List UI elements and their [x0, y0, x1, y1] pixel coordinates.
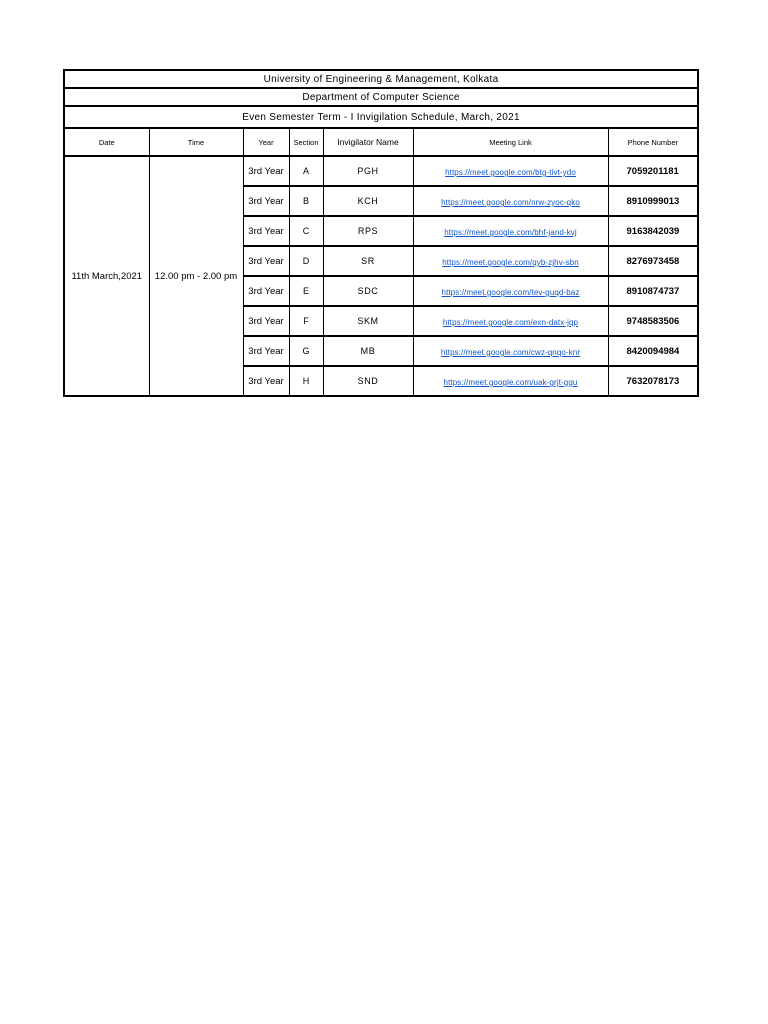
year-cell: 3rd Year — [243, 216, 289, 246]
column-header-section: Section — [289, 128, 323, 156]
year-cell: 3rd Year — [243, 306, 289, 336]
section-cell: D — [289, 246, 323, 276]
schedule-title: Even Semester Term - I Invigilation Schedule, March, 2021 — [64, 106, 698, 128]
column-header-phone: Phone Number — [608, 128, 698, 156]
meeting-link-cell — [413, 246, 608, 276]
meeting-link[interactable]: https://meet.google.com/bhf-jand-kvj — [444, 228, 577, 237]
invigilator-name-cell: PGH — [323, 156, 413, 186]
section-cell: G — [289, 336, 323, 366]
meeting-link-cell — [413, 306, 608, 336]
column-header-row — [64, 128, 698, 156]
meeting-link-cell — [413, 156, 608, 186]
invigilator-name-cell: MB — [323, 336, 413, 366]
year-cell: 3rd Year — [243, 336, 289, 366]
column-header-year: Year — [243, 128, 289, 156]
meeting-link[interactable]: https://meet.google.com/btg-tivt-ydo — [445, 168, 576, 177]
meeting-link[interactable]: https://meet.google.com/cwz-qnqo-knr — [440, 348, 581, 357]
invigilator-name-cell: SND — [323, 366, 413, 396]
table-row — [64, 156, 698, 186]
year-cell: 3rd Year — [243, 276, 289, 306]
phone-number-cell: 8910999013 — [608, 186, 698, 216]
year-cell: 3rd Year — [243, 186, 289, 216]
section-cell: B — [289, 186, 323, 216]
invigilator-name-cell: SR — [323, 246, 413, 276]
invigilator-name-cell: SKM — [323, 306, 413, 336]
column-header-time: Time — [149, 128, 243, 156]
meeting-link[interactable]: https://meet.google.com/exn-datx-jqp — [442, 318, 579, 327]
meeting-link[interactable]: https://meet.google.com/tev-guqd-baz — [441, 288, 580, 297]
phone-number-cell: 8420094984 — [608, 336, 698, 366]
department-title-row — [64, 88, 698, 106]
column-header-invigilator: Invigilator Name — [323, 128, 413, 156]
invigilation-schedule-sheet — [63, 69, 697, 397]
meeting-link[interactable]: https://meet.google.com/uak-grjt-ggu — [443, 378, 578, 387]
university-title-row — [64, 70, 698, 88]
meeting-link[interactable]: https://meet.google.com/nrw-zyoc-qko — [441, 198, 580, 207]
section-cell: E — [289, 276, 323, 306]
phone-number-cell: 7059201181 — [608, 156, 698, 186]
university-title: University of Engineering & Management, Kolkata — [64, 70, 698, 88]
meeting-link-cell — [413, 216, 608, 246]
year-cell: 3rd Year — [243, 246, 289, 276]
column-header-date: Date — [64, 128, 149, 156]
column-header-meeting-link: Meeting Link — [413, 128, 608, 156]
year-cell: 3rd Year — [243, 156, 289, 186]
exam-date-cell: 11th March,2021 — [64, 156, 149, 396]
invigilator-name-cell: SDC — [323, 276, 413, 306]
meeting-link-cell — [413, 366, 608, 396]
section-cell: A — [289, 156, 323, 186]
section-cell: F — [289, 306, 323, 336]
invigilator-name-cell: RPS — [323, 216, 413, 246]
meeting-link-cell — [413, 186, 608, 216]
section-cell: C — [289, 216, 323, 246]
invigilator-name-cell: KCH — [323, 186, 413, 216]
phone-number-cell: 8276973458 — [608, 246, 698, 276]
phone-number-cell: 8910874737 — [608, 276, 698, 306]
department-title: Department of Computer Science — [64, 88, 698, 106]
exam-time-cell: 12.00 pm - 2.00 pm — [149, 156, 243, 396]
schedule-table — [63, 69, 699, 397]
schedule-title-row — [64, 106, 698, 128]
section-cell: H — [289, 366, 323, 396]
year-cell: 3rd Year — [243, 366, 289, 396]
phone-number-cell: 9748583506 — [608, 306, 698, 336]
phone-number-cell: 7632078173 — [608, 366, 698, 396]
phone-number-cell: 9163842039 — [608, 216, 698, 246]
meeting-link-cell — [413, 336, 608, 366]
meeting-link[interactable]: https://meet.google.com/qyb-zjhv-sbn — [442, 258, 579, 267]
meeting-link-cell — [413, 276, 608, 306]
